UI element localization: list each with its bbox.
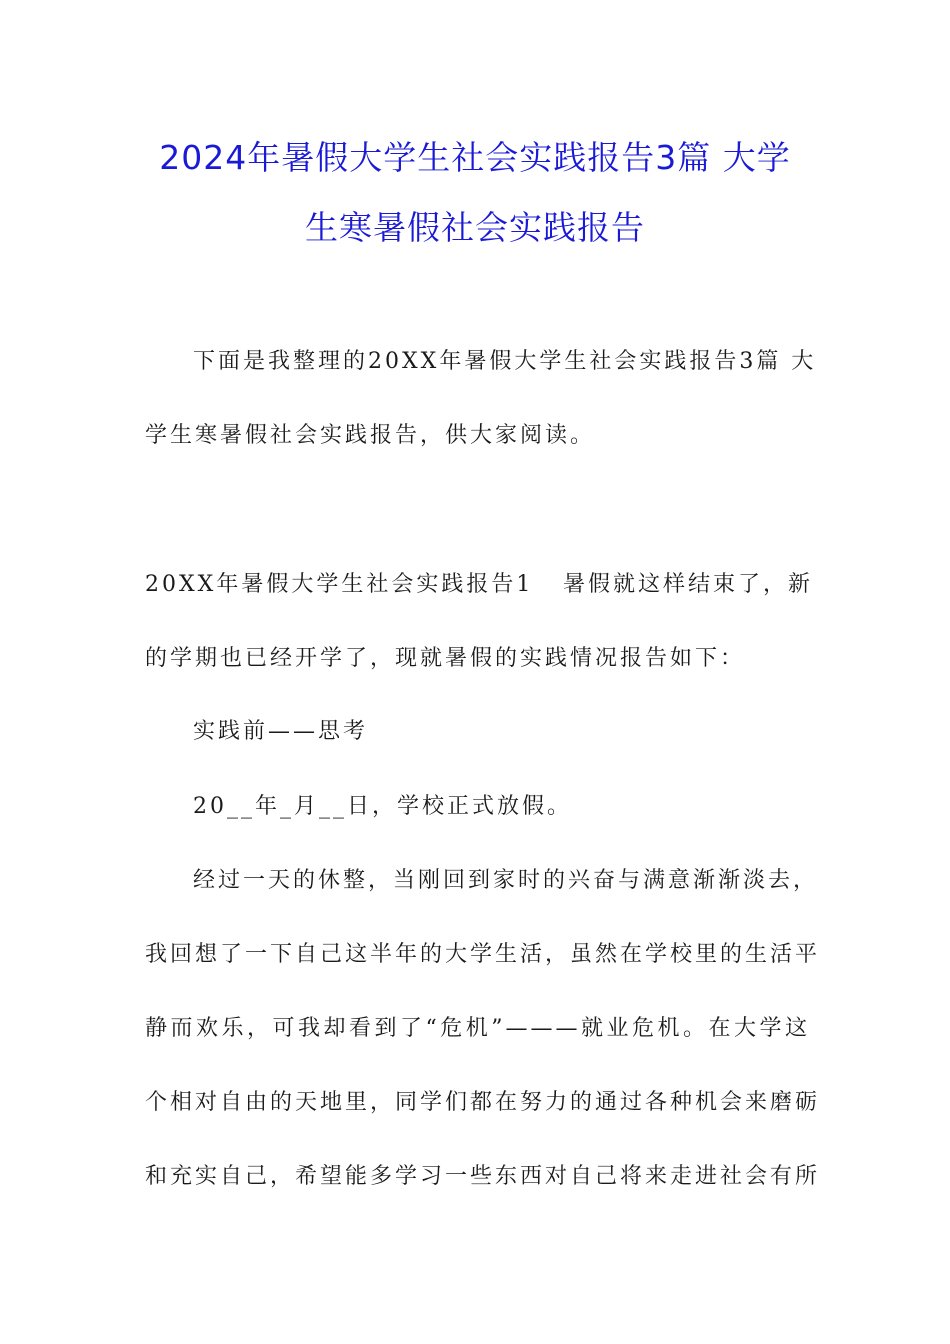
report-paragraph-line-2: 的学期也已经开学了，现就暑假的实践情况报告如下： [145, 646, 746, 671]
body-line-1: 经过一天的休整，当刚回到家时的兴奋与满意渐渐淡去， [193, 868, 819, 893]
section-heading: 实践前——思考 [193, 719, 369, 744]
date-line: 20__年_月__日，学校正式放假。 [193, 794, 572, 819]
body-line-3: 静而欢乐，可我却看到了“危机”———就业危机。在大学这 [145, 1016, 810, 1041]
intro-paragraph-line-1: 下面是我整理的20XX年暑假大学生社会实践报告3篇 大 [193, 349, 817, 374]
document-title-line-1: 2024年暑假大学生社会实践报告3篇 大学 [159, 138, 791, 177]
body-line-4: 个相对自由的天地里，同学们都在努力的通过各种机会来磨砺 [145, 1090, 821, 1115]
report-heading: 20XX年暑假大学生社会实践报告1 [145, 572, 534, 597]
report-paragraph-line-1: 暑假就这样结束了，新 [563, 572, 814, 597]
body-line-2: 我回想了一下自己这半年的大学生活，虽然在学校里的生活平 [145, 942, 821, 967]
intro-paragraph-line-2: 学生寒暑假社会实践报告，供大家阅读。 [145, 423, 596, 448]
body-line-5: 和充实自己，希望能多学习一些东西对自己将来走进社会有所 [145, 1164, 821, 1189]
document-title-line-2: 生寒暑假社会实践报告 [305, 208, 645, 247]
